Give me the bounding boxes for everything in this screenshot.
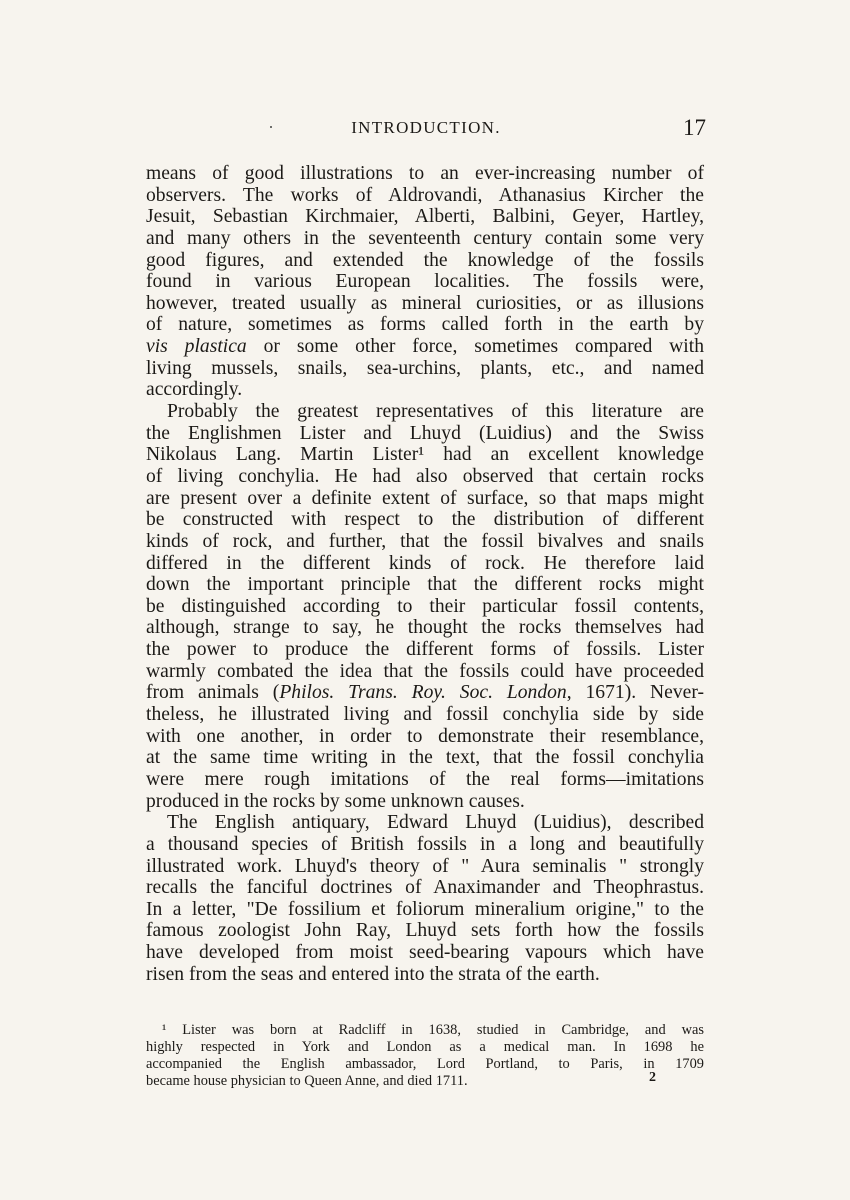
text-line: down the important principle that the different rocks might (146, 574, 704, 596)
text-line: Nikolaus Lang. Martin Lister¹ had an excellent knowledge (146, 444, 704, 466)
text-line: and many others in the seventeenth century contain some very (146, 227, 704, 249)
text-line: Jesuit, Sebastian Kirchmaier, Alberti, Balbini, Geyer, Hartley, (146, 206, 704, 228)
text-line: kinds of rock, and further, that the fossil bivalves and snails (146, 530, 704, 552)
text-line: risen from the seas and entered into the strata of the earth. (146, 963, 600, 985)
text-line: however, treated usually as mineral curiosities, or as illusions (146, 292, 704, 314)
footnote-line: highly respected in York and London as a medical man. In 1698 he (146, 1039, 704, 1055)
text-line: recalls the fanciful doctrines of Anaximander and Theophrastus. (146, 877, 704, 899)
text-line: In a letter, "De fossilium et foliorum mineralium origine," to the (146, 898, 704, 920)
text-line: theless, he illustrated living and fossil conchylia side by side (146, 704, 704, 726)
text-line: differed in the different kinds of rock. He therefore laid (146, 552, 704, 574)
text-line: were mere rough imitations of the real forms—imitations (146, 768, 704, 790)
text-line: living mussels, snails, sea-urchins, plants, etc., and named (146, 357, 704, 379)
page-number: 17 (683, 115, 706, 140)
text-line: good figures, and extended the knowledge of the fossils (146, 249, 704, 271)
text-line: warmly combated the idea that the fossils could have proceeded (146, 660, 704, 682)
text-line: be constructed with respect to the distribution of different (146, 509, 704, 531)
text-line: means of good illustrations to an ever-increasing number of (146, 163, 704, 184)
text-line: of living conchylia. He had also observed that certain rocks (146, 465, 704, 487)
running-title: INTRODUCTION. (351, 118, 501, 137)
text-line: The English antiquary, Edward Lhuyd (Luidius), described (167, 812, 704, 834)
text-line: vis plastica or some other force, sometimes compared with (146, 336, 704, 358)
footnote-line: became house physician to Queen Anne, and died 1711. (146, 1073, 468, 1089)
text-line: a thousand species of British fossils in a long and beautifully (146, 833, 704, 855)
text-line: the Englishmen Lister and Lhuyd (Luidius) and the Swiss (146, 422, 704, 444)
footnotes (146, 1022, 704, 1090)
footnote-line: ¹ Lister was born at Radcliff in 1638, studied in Cambridge, and was (162, 1022, 704, 1038)
text-line: have developed from moist seed-bearing vapours which have (146, 942, 704, 964)
text-line: produced in the rocks by some unknown causes. (146, 790, 525, 812)
text-line: accordingly. (146, 379, 243, 401)
text-line: with one another, in order to demonstrate their resemblance, (146, 725, 704, 747)
text-line: although, strange to say, he thought the rocks themselves had (146, 617, 704, 639)
text-line: from animals (Philos. Trans. Roy. Soc. London, 1671). Never- (146, 682, 704, 704)
body-text (146, 163, 704, 985)
text-line: found in various European localities. The fossils were, (146, 271, 704, 293)
text-line: of nature, sometimes as forms called forth in the earth by (146, 314, 704, 336)
page-header (146, 115, 706, 146)
text-line: illustrated work. Lhuyd's theory of " Aura seminalis " strongly (146, 855, 704, 877)
text-line: Probably the greatest representatives of this literature are (167, 401, 704, 423)
text-line: famous zoologist John Ray, Lhuyd sets forth how the fossils (146, 920, 704, 942)
text-line: at the same time writing in the text, that the fossil conchylia (146, 747, 704, 769)
footnote-line: accompanied the English ambassador, Lord Portland, to Paris, in 1709 (146, 1056, 704, 1072)
text-line: are present over a definite extent of surface, so that maps might (146, 487, 704, 509)
text-line: observers. The works of Aldrovandi, Athanasius Kircher the (146, 184, 704, 206)
text-line: the power to produce the different forms of fossils. Lister (146, 639, 704, 661)
text-line: be distinguished according to their particular fossil contents, (146, 595, 704, 617)
signature-mark: 2 (649, 1070, 656, 1085)
